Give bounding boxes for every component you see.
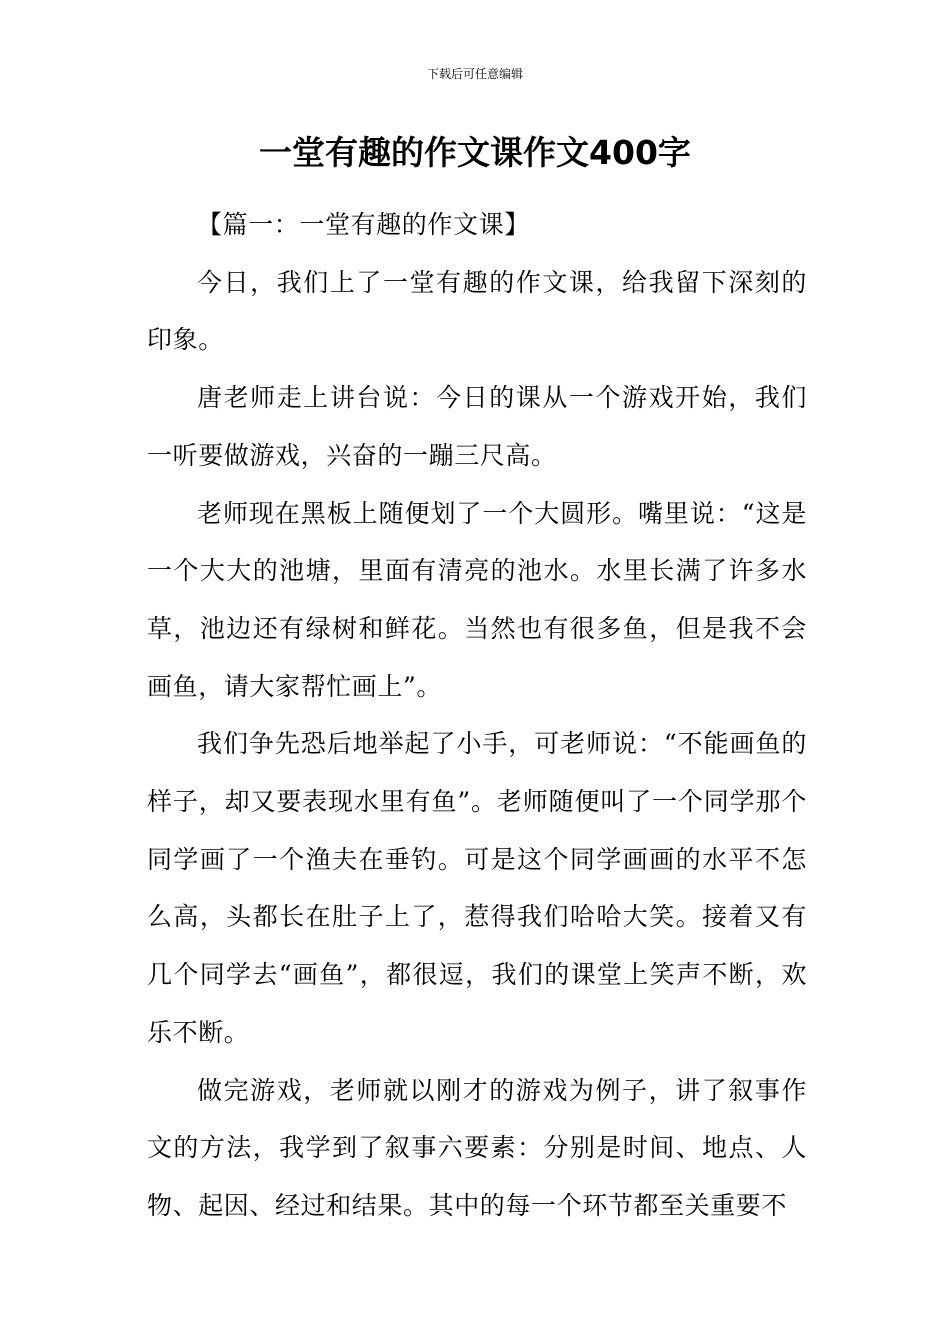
section-heading: 【篇一：一堂有趣的作文课】: [197, 210, 530, 239]
paragraph-1: 今日，我们上了一堂有趣的作文课，给我留下深刻的印象。: [147, 267, 807, 355]
paragraph-5: 做完游戏，老师就以刚才的游戏为例子，讲了叙事作文的方法，我学到了叙事六要素：分别是时间、地点、人物、起因、经过和结果。其中的每一个环节都至关重要不: [147, 1075, 807, 1220]
paragraph-3: 老师现在黑板上随便划了一个大圆形。嘴里说：“这是一个大大的池塘，里面有清亮的池水。水里长满了许多水草，池边还有绿树和鲜花。当然也有很多鱼，但是我不会画鱼，请大家帮忙画上”。: [147, 498, 807, 701]
document-title: 一堂有趣的作文课作文400字: [259, 133, 691, 172]
document-body: [147, 196, 807, 1235]
paragraph-4: 我们争先恐后地举起了小手，可老师说：“不能画鱼的样子，却又要表现水里有鱼”。老师随便叫了一个同学那个同学画了一个渔夫在垂钓。可是这个同学画画的水平不怎么高，头都长在肚子上了，惹得我们哈哈大笑。接着又有几个同学去“画鱼”，都很逗，我们的课堂上笑声不断，欢乐不断。: [147, 729, 807, 1047]
paragraph-2: 唐老师走上讲台说：今日的课从一个游戏开始，我们一听要做游戏，兴奋的一蹦三尺高。: [147, 383, 807, 470]
header-note: 下载后可任意编辑: [426, 67, 523, 81]
